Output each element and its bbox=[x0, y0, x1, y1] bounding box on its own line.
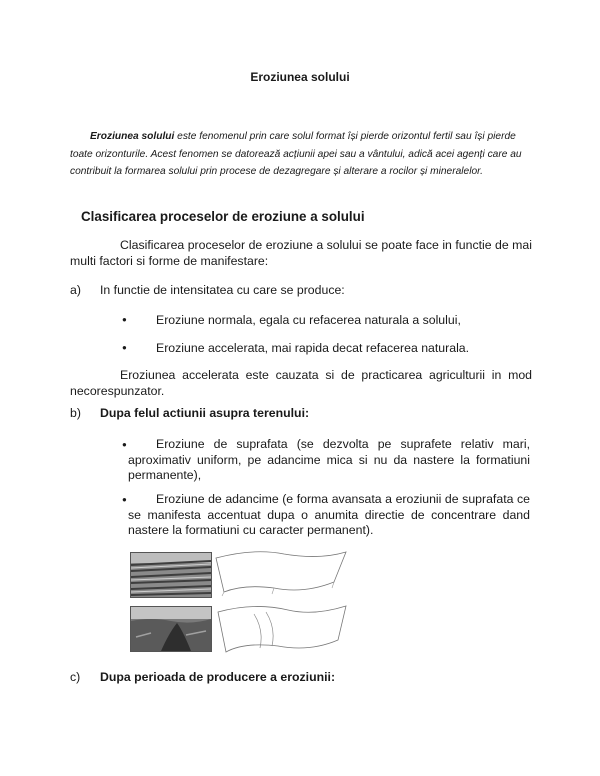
item-b-label: b) bbox=[70, 406, 81, 420]
item-c-text: Dupa perioada de producere a eroziunii: bbox=[100, 670, 336, 684]
item-a-label: a) bbox=[70, 283, 81, 297]
list-item-text: Eroziune de adancime (e forma avansata a eroziunii de suprafata ce se manifesta accentuat dupa o anumita directie de concentrare dand nastere la formatiuni cu caracter permanent). bbox=[128, 492, 530, 537]
document-title: Eroziunea solului bbox=[250, 70, 350, 84]
bullet-icon: ● bbox=[122, 343, 127, 352]
item-a-text: In functie de intensitatea cu care se produce: bbox=[100, 283, 345, 297]
list-item bbox=[122, 437, 530, 484]
accelerated-erosion-text: Eroziunea accelerata este cauzata si de practicarea agriculturii in mod necorespunzator. bbox=[70, 368, 532, 398]
bullet-icon: ● bbox=[122, 495, 127, 504]
classification-text: Clasificarea proceselor de eroziune a solului se poate face in functie de mai multi factori si forme de manifestare: bbox=[70, 238, 532, 268]
erosion-figure bbox=[128, 548, 348, 658]
item-a-heading bbox=[70, 283, 345, 297]
item-c-label: c) bbox=[70, 670, 81, 684]
section-heading: Clasificarea proceselor de eroziune a solului bbox=[81, 209, 365, 224]
gully-erosion-sketch bbox=[214, 600, 348, 656]
list-item-text: Eroziune normala, egala cu refacerea naturala a solului, bbox=[156, 313, 461, 327]
bullet-icon: ● bbox=[122, 315, 127, 324]
item-c-heading bbox=[70, 670, 335, 684]
list-item bbox=[122, 492, 530, 539]
classification-paragraph bbox=[70, 237, 532, 269]
gully-erosion-photo bbox=[130, 606, 212, 652]
list-item-text: Eroziune accelerata, mai rapida decat refacerea naturala. bbox=[156, 341, 470, 355]
intro-paragraph bbox=[70, 128, 532, 181]
sheet-erosion-sketch bbox=[214, 548, 348, 598]
accelerated-erosion-paragraph bbox=[70, 367, 532, 399]
bullet-icon: ● bbox=[122, 440, 127, 449]
item-b-heading bbox=[70, 406, 309, 420]
sheet-erosion-photo bbox=[130, 552, 212, 598]
intro-text: este fenomenul prin care solul format își pierde orizontul fertil sau își pierde toate orizonturile. Acest fenomen se datorează acțiunii apei sau a vântului, adică acei agenți care au contribuit la formarea solului prin procese de dezagregare și alterare a rocilor și mineralelor. bbox=[70, 131, 522, 177]
list-item-text: Eroziune de suprafata (se dezvolta pe suprafete relativ mari, aproximativ uniform, pe adancime mica si nu da nastere la formatiuni permanente), bbox=[128, 437, 530, 482]
item-b-text: Dupa felul actiunii asupra terenului: bbox=[100, 406, 310, 420]
intro-lead-term: Eroziunea solului bbox=[90, 131, 175, 142]
